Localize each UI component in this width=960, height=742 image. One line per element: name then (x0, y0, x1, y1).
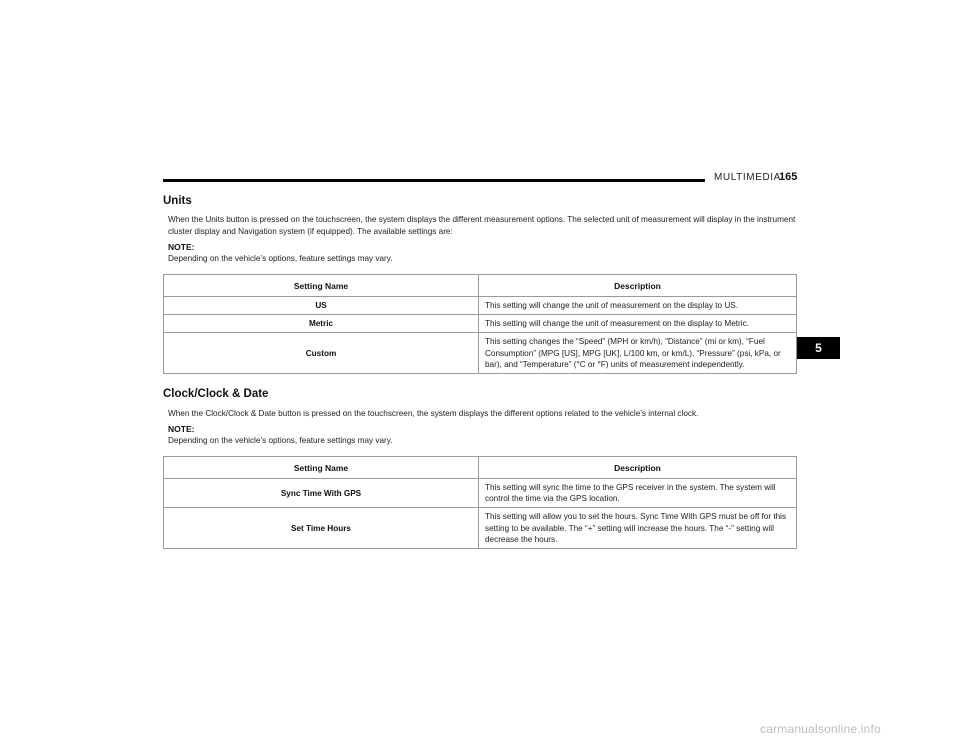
header-rule (163, 179, 705, 182)
setting-description-cell: This setting will sync the time to the GPS receiver in the system. The system will control the time via the GPS location. (479, 479, 797, 508)
units-heading: Units (163, 195, 192, 207)
page-number: 165 (779, 171, 798, 183)
units-settings-table (163, 274, 797, 374)
units-note-label: NOTE: (168, 242, 195, 252)
table-header-row (164, 457, 797, 479)
table-row (164, 508, 797, 549)
table-row (164, 297, 797, 315)
column-header-setting-name: Setting Name (164, 457, 479, 479)
clock-intro: When the Clock/Clock & Date button is pressed on the touchscreen, the system displays the different options related to the vehicle’s internal clock. (168, 409, 699, 418)
setting-name-cell: Metric (164, 315, 479, 333)
setting-name-cell: Custom (164, 333, 479, 374)
setting-name-cell: Sync Time With GPS (164, 479, 479, 508)
clock-note-text: Depending on the vehicle’s options, feature settings may vary. (168, 436, 393, 445)
table-row (164, 479, 797, 508)
clock-note-label: NOTE: (168, 424, 195, 434)
clock-settings-table (163, 456, 797, 549)
units-intro: When the Units button is pressed on the touchscreen, the system displays the different measurement options. The selected unit of measurement will display in the instrument cluster display and Navigation system (if equipped). The available settings are: (168, 215, 796, 236)
column-header-setting-name: Setting Name (164, 275, 479, 297)
setting-description-cell: This setting will change the unit of measurement on the display to Metric. (479, 315, 797, 333)
units-note-text: Depending on the vehicle’s options, feature settings may vary. (168, 254, 393, 263)
watermark: carmanualsonline.info (760, 722, 881, 736)
setting-description-cell: This setting will allow you to set the hours. Sync Time With GPS must be off for this setting to be available. The “+” setting will increase the hours. The “-” setting will decrease the hours. (479, 508, 797, 549)
setting-name-cell: US (164, 297, 479, 315)
table-row (164, 333, 797, 374)
setting-description-cell: This setting changes the “Speed” (MPH or km/h), “Distance” (mi or km), “Fuel Consumption” (MPG [US], MPG [UK], L/100 km, or km/L), “Pressure” (psi, kPa, or bar), and “Temperature” (°C or °F) units of measurement independently. (479, 333, 797, 374)
setting-description-cell: This setting will change the unit of measurement on the display to US. (479, 297, 797, 315)
column-header-description: Description (479, 275, 797, 297)
running-header-section: MULTIMEDIA (714, 172, 781, 183)
chapter-tab: 5 (797, 337, 840, 359)
setting-name-cell: Set Time Hours (164, 508, 479, 549)
column-header-description: Description (479, 457, 797, 479)
table-header-row (164, 275, 797, 297)
clock-heading: Clock/Clock & Date (163, 388, 269, 400)
table-row (164, 315, 797, 333)
